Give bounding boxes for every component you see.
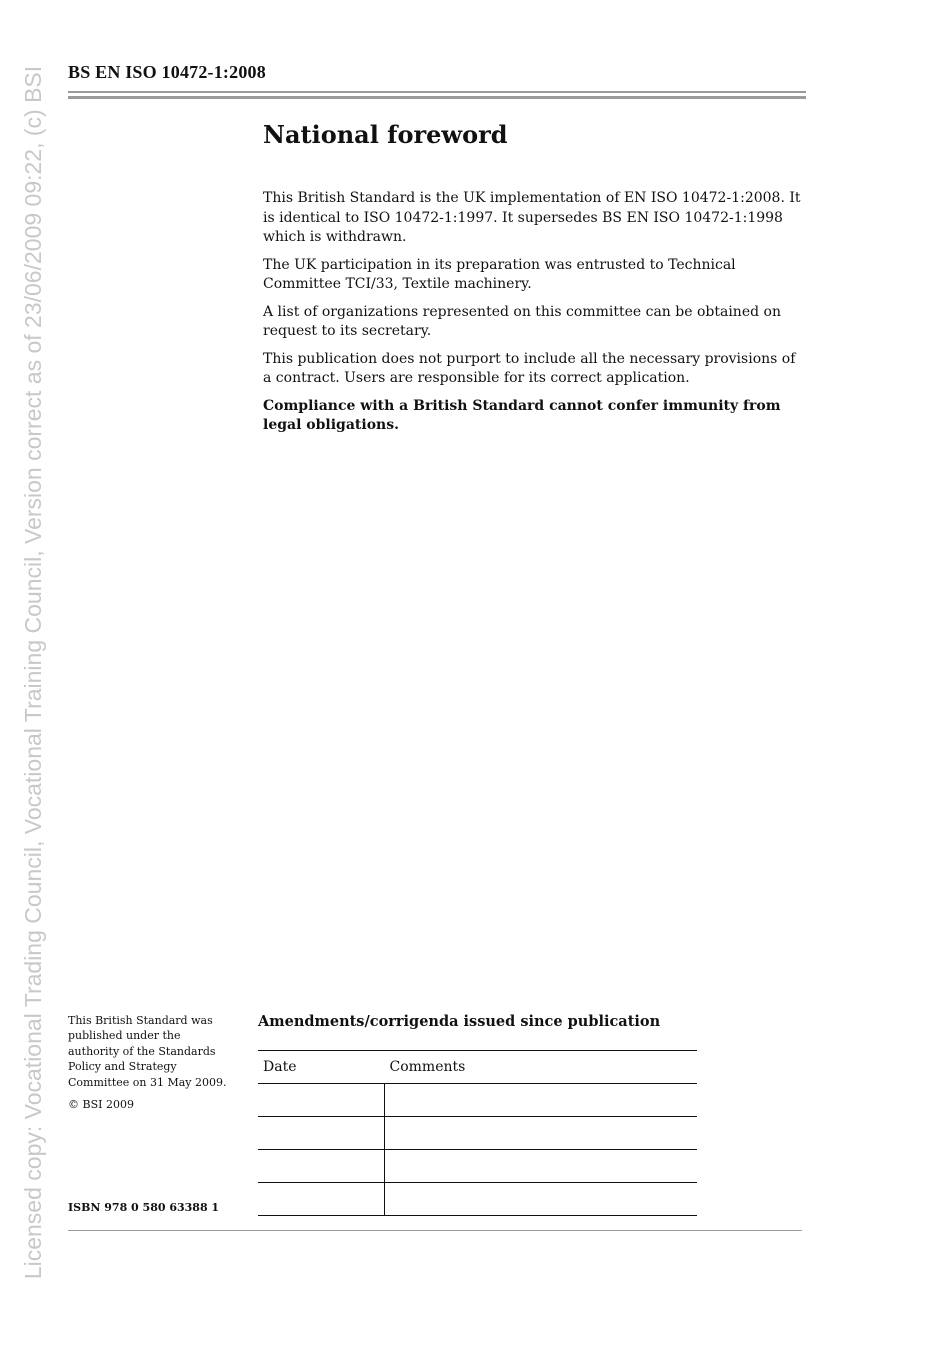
- foreword-body: [263, 189, 803, 444]
- footer-rule: [68, 1230, 802, 1231]
- amendments-title: Amendments/corrigenda issued since publication: [258, 1013, 661, 1030]
- table-cell-date: [258, 1150, 385, 1183]
- column-header-date: Date: [258, 1051, 385, 1084]
- foreword-paragraph: A list of organizations represented on this committee can be obtained on request to its secretary.: [263, 303, 781, 339]
- table-header-row: [258, 1051, 697, 1084]
- amendments-table: [258, 1050, 697, 1216]
- foreword-paragraph: This British Standard is the UK implementation of EN ISO 10472-1:2008. It is identical to ISO 10472-1:1997. It supersedes BS EN ISO 10472-1:1998 which is withdrawn.: [263, 190, 801, 245]
- license-watermark: Licensed copy: Vocational Trading Council, Vocational Training Council, Version correct as of 23/06/2009 09:22, (c) BSI: [20, 65, 46, 1280]
- page-title: National foreword: [263, 120, 508, 149]
- foreword-paragraph: The UK participation in its preparation was entrusted to Technical Committee TCI/33, Textile machinery.: [263, 256, 736, 292]
- table-row: [258, 1117, 697, 1150]
- compliance-statement: Compliance with a British Standard cannot confer immunity from legal obligations.: [263, 397, 781, 433]
- table-cell-comments: [385, 1150, 698, 1183]
- header-rule-upper: [68, 91, 806, 93]
- table-row: [258, 1084, 697, 1117]
- copyright-notice: © BSI 2009: [68, 1098, 134, 1112]
- foreword-paragraph: This publication does not purport to include all the necessary provisions of a contract. Users are responsible for its correct application.: [263, 350, 796, 386]
- document-code: BS EN ISO 10472-1:2008: [68, 62, 266, 82]
- table-cell-date: [258, 1117, 385, 1150]
- table-cell-comments: [385, 1183, 698, 1216]
- publication-info: [68, 1013, 233, 1119]
- table-row: [258, 1150, 697, 1183]
- publication-statement: This British Standard was published under the authority of the Standards Policy and Strategy Committee on 31 May 2009.: [68, 1014, 227, 1089]
- table-cell-date: [258, 1084, 385, 1117]
- column-header-comments: Comments: [385, 1051, 698, 1084]
- header-rule-lower: [68, 96, 806, 99]
- table-cell-date: [258, 1183, 385, 1216]
- table-row: [258, 1183, 697, 1216]
- isbn: ISBN 978 0 580 63388 1: [68, 1201, 220, 1214]
- table-cell-comments: [385, 1084, 698, 1117]
- table-cell-comments: [385, 1117, 698, 1150]
